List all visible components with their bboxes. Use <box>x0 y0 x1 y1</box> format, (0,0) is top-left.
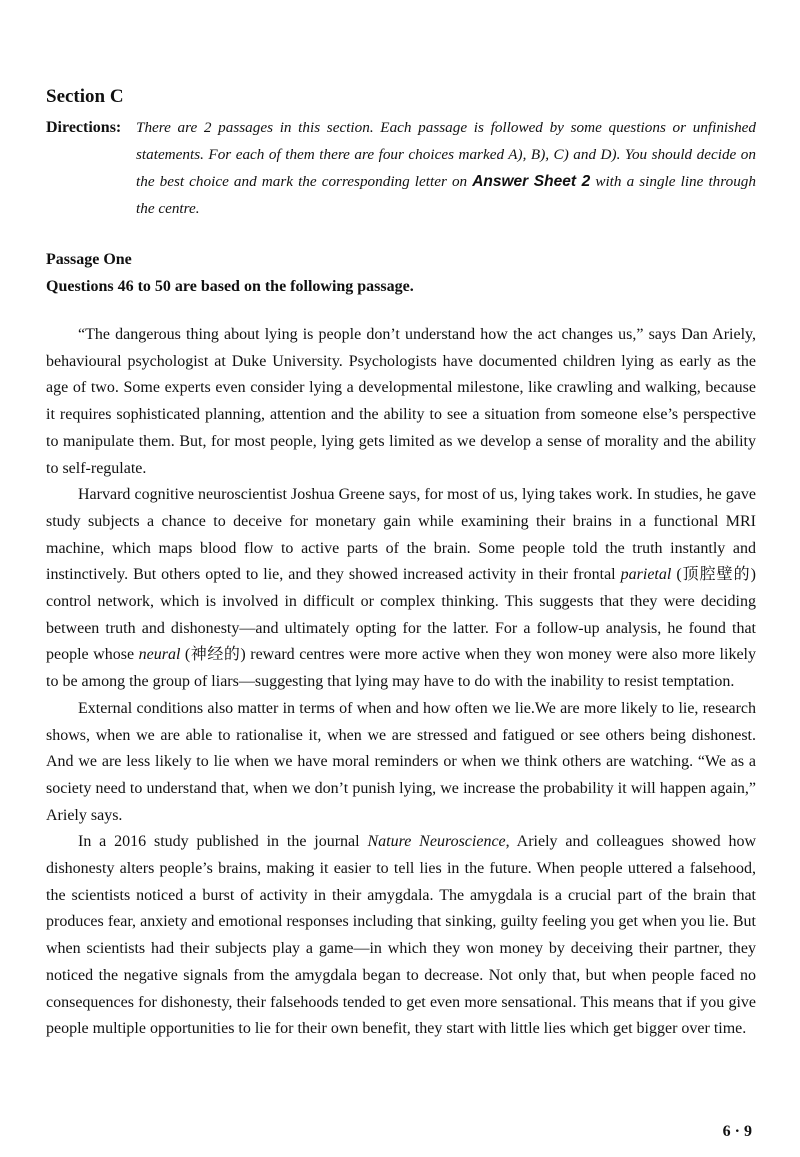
journal-name: Nature Neuroscience <box>367 833 506 851</box>
paragraph-3: External conditions also matter in terms of when and how often we lie.We are more likely to lie, research shows, when we are able to rationalise it, when we are stressed and fatigued or see others being dishonest. And we are less likely to lie when we have moral reminders or when we think others are watching. “We as a society need to understand that, when we don’t punish lying, we increase the probability it will happen again,” Ariely says. <box>46 699 756 824</box>
paragraph-2-part-b: control network, which is involved in difficult or complex thinking. This suggests that they were deciding between truth and dishonesty—and ultimately opting for the latter. For a follow-up analysis, he found that people whose <box>46 593 756 664</box>
term-parietal: parietal <box>620 566 672 584</box>
paragraph-4 <box>46 829 756 1043</box>
passage-body <box>46 322 756 1043</box>
directions-text <box>136 114 756 222</box>
term-neural: neural <box>138 646 181 664</box>
questions-instruction: Questions 46 to 50 are based on the following passage. <box>46 278 414 295</box>
directions-text-part1: There are 2 passages in this section. Each passage is followed by some questions or unfinished statements. For each of them there are four choices marked A), B), C) and D). You should decide on the best choice and mark the corresponding letter on <box>136 119 756 190</box>
answer-sheet-label: Answer Sheet 2 <box>472 173 591 190</box>
directions <box>46 114 756 222</box>
page-number: 6 · 9 <box>722 1123 752 1140</box>
directions-text-part2: with a single line through the centre. <box>136 173 756 217</box>
paragraph-4-part-b: , Ariely and colleagues showed how dishonesty alters people’s brains, making it easier to tell lies in the future. When people uttered a falsehood, the scientists noticed a burst of activity in their amygdala. The amygdala is a crucial part of the brain that produces fear, anxiety and emotional responses including that sinking, guilty feeling you get when you lie. But when scientists had their subjects play a game—in which they won money by deceiving their partner, they noticed the negative signals from the amygdala began to decrease. Not only that, but when people faced no consequences for dishonesty, their falsehoods tended to get even more sensational. This means that if you give people multiple opportunities to lie for their own benefit, they start with little lies which get bigger over time. <box>46 833 756 1038</box>
paragraph-1: “The dangerous thing about lying is people don’t understand how the act changes us,” says Dan Ariely, behavioural psychologist at Duke University. Psychologists have documented children lying as early as the age of two. Some experts even consider lying a developmental milestone, like crawling and walking, because it requires sophisticated planning, attention and the ability to see a situation from someone else’s perspective to manipulate them. But, for most people, lying gets limited as we develop a sense of morality and the ability to self-regulate. <box>46 326 756 477</box>
exam-page <box>46 86 756 1043</box>
paragraph-2-part-c: reward centres were more active when they won money were also more likely to be among the group of liars—suggesting that lying may have to do with the inability to resist temptation. <box>46 646 756 691</box>
directions-label: Directions: <box>46 119 122 136</box>
gloss-parietal: (顶腔壁的) <box>671 566 756 584</box>
paragraph-2 <box>46 482 756 696</box>
paragraph-2-part-a: Harvard cognitive neuroscientist Joshua Greene says, for most of us, lying takes work. In studies, he gave study subjects a chance to deceive for monetary gain while examining their brains in a functional MRI machine, which maps blood flow to active parts of the brain. Some people told the truth instantly and instinctively. But others opted to lie, and they showed increased activity in their frontal <box>46 486 756 584</box>
passage-title: Passage One <box>46 251 132 268</box>
gloss-neural: (神经的) <box>180 646 246 664</box>
section-title: Section C <box>46 86 124 107</box>
paragraph-4-part-a: In a 2016 study published in the journal <box>78 833 368 851</box>
